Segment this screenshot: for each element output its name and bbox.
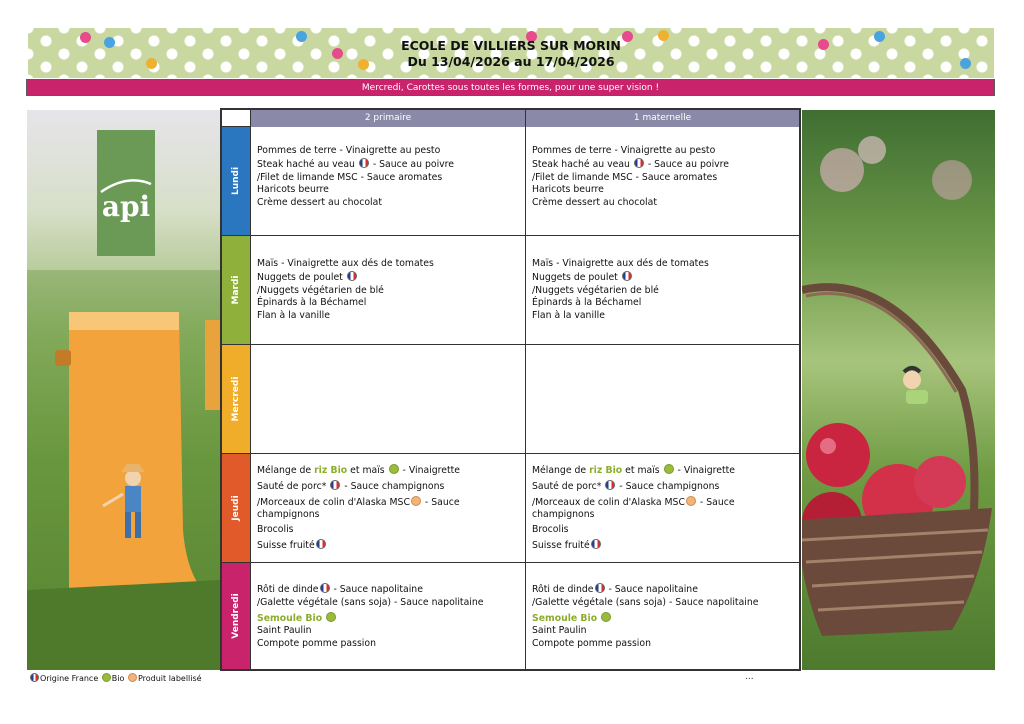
menu-line: Compote pomme passion [532,638,651,650]
france-flag-icon [347,271,357,281]
menu-cell-mercredi-maternelle [526,345,799,454]
menu-line [257,480,525,494]
menu-line: Saint Paulin [257,625,312,637]
legend [29,673,202,685]
menu-line-text: Suisse fruité [257,539,315,551]
legend-origine: Origine France [40,674,99,683]
header-title [28,38,994,70]
menu-line: /Filet de limande MSC - Sauce aromates [532,171,718,183]
day-text-lundi: Lundi [231,166,241,196]
menu-line-text: Sauté de porc* [257,480,330,492]
day-label-vendredi [222,563,251,669]
menu-line-text: - Sauce au poivre [644,158,729,170]
menu-line [532,583,799,597]
menu-line-text: Mélange de [532,465,590,476]
date-range: Du 13/04/2026 au 17/04/2026 [407,54,615,69]
bio-icon [102,673,111,682]
menu-line-text: - Vinaigrette [399,465,461,476]
menu-line: Flan à la vanille [532,310,605,322]
menu-cell-vendredi-maternelle [526,563,799,669]
menu-line: Flan à la vanille [257,310,330,322]
menu-line-text: - Sauce napolitaine [330,584,423,595]
bio-icon [601,612,611,622]
france-flag-icon [330,480,340,490]
menu-line [532,480,799,494]
column-header-primaire: 2 primaire [251,110,526,127]
day-text-jeudi: Jeudi [231,495,241,521]
label-icon [411,496,421,506]
menu-cell-jeudi-primaire [251,454,526,563]
menu-line-text: - Sauce [421,496,460,508]
menu-line: Épinards à la Béchamel [532,297,642,309]
menu-line [532,464,799,478]
legend-label: Produit labellisé [137,674,202,683]
menu-line: /Nuggets végétarien de blé [257,284,384,296]
label-icon [128,673,137,682]
day-text-vendredi: Vendredi [231,593,241,639]
menu-line [532,158,799,172]
menu-line-text: - Sauce [696,496,735,508]
menu-line [257,612,525,626]
menu-line: Haricots beurre [257,184,329,196]
menu-table [220,108,801,671]
basket-illustration [802,110,995,670]
day-label-lundi [222,127,251,236]
menu-line: Épinards à la Béchamel [257,297,367,309]
label-icon [686,496,696,506]
menu-line: Pommes de terre - Vinaigrette au pesto [257,145,441,156]
menu-line-text: Rôti de dinde [257,584,319,595]
menu-line: Crème dessert au chocolat [532,197,657,209]
france-flag-icon [622,271,632,281]
menu-line [257,583,525,597]
menu-line-text: - Sauce champignons [616,480,720,492]
menu-cell-mardi-maternelle [526,236,799,345]
france-flag-icon [359,158,369,168]
day-label-jeudi [222,454,251,563]
france-flag-icon [316,539,326,549]
menu-line-text: /Morceaux de colin d'Alaska MSC [257,496,410,508]
menu-line-text: - Vinaigrette [674,465,736,476]
menu-cell-jeudi-maternelle [526,454,799,563]
menu-line [257,496,525,510]
menu-line-text: Steak haché au veau [257,158,358,170]
menu-line [257,539,525,553]
bio-icon [664,464,674,474]
menu-line-text: Sauté de porc* [532,480,605,492]
theme-bar: Mercredi, Carottes sous toutes les formes, pour une super vision ! [26,79,995,96]
france-flag-icon [320,583,330,593]
menu-line: Haricots beurre [532,184,604,196]
menu-line-text: Suisse fruité [532,539,590,551]
menu-line [532,271,799,285]
day-text-mercredi: Mercredi [231,376,241,422]
column-header-maternelle: 1 maternelle [526,110,799,127]
menu-cell-lundi-primaire [251,127,526,236]
day-text-mardi: Mardi [231,275,241,305]
menu-line: /Galette végétale (sans soja) - Sauce napolitaine [532,596,759,608]
france-flag-icon [30,673,39,682]
menu-line: Saint Paulin [532,625,587,637]
menu-line [532,612,799,626]
menu-line-text: Mélange de [257,465,315,476]
menu-line [257,271,525,285]
menu-line-text: Steak haché au veau [532,158,633,170]
header-banner [28,28,994,78]
menu-line: Pommes de terre - Vinaigrette au pesto [532,145,716,156]
menu-line: /Nuggets végétarien de blé [532,284,659,296]
menu-cell-mardi-primaire [251,236,526,345]
api-logo-text: api [101,190,151,223]
menu-line [257,158,525,172]
bio-icon [389,464,399,474]
menu-line-text: Rôti de dinde [532,584,594,595]
menu-line: Maïs - Vinaigrette aux dés de tomates [532,258,709,269]
france-flag-icon [634,158,644,168]
menu-line-text: et maïs [347,465,388,476]
menu-line: /Filet de limande MSC - Sauce aromates [257,171,443,183]
school-name: ECOLE DE VILLIERS SUR MORIN [401,38,621,53]
legend-bio: Bio [111,674,125,683]
menu-line [532,496,799,510]
photo-boot [27,110,220,670]
day-label-mercredi [222,345,251,454]
bio-product: riz Bio [589,465,623,476]
menu-line: /Galette végétale (sans soja) - Sauce napolitaine [257,596,484,608]
menu-line: champignons [257,509,320,521]
menu-line: Crème dessert au chocolat [257,197,382,209]
menu-cell-mercredi-primaire [251,345,526,454]
menu-line-text: - Sauce au poivre [369,158,454,170]
france-flag-icon [591,539,601,549]
page-ellipsis: ... [745,672,754,682]
menu-line-text: et maïs [622,465,663,476]
menu-line: Brocolis [257,524,294,536]
boot-illustration [27,110,220,670]
bio-icon [326,612,336,622]
menu-line: Compote pomme passion [257,638,376,650]
menu-line [257,464,525,478]
photo-apple-basket [802,110,995,670]
bio-product: Semoule Bio [532,612,598,624]
menu-line-text: - Sauce napolitaine [605,584,698,595]
menu-line-text: Nuggets de poulet [257,271,346,283]
bio-product: Semoule Bio [257,612,323,624]
menu-line: Brocolis [532,524,569,536]
france-flag-icon [605,480,615,490]
menu-cell-lundi-maternelle [526,127,799,236]
table-corner [222,110,251,127]
day-label-mardi [222,236,251,345]
bio-product: riz Bio [314,465,348,476]
menu-line-text: /Morceaux de colin d'Alaska MSC [532,496,685,508]
menu-line: Maïs - Vinaigrette aux dés de tomates [257,258,434,269]
menu-line-text: - Sauce champignons [341,480,445,492]
menu-cell-vendredi-primaire [251,563,526,669]
france-flag-icon [595,583,605,593]
menu-line [532,539,799,553]
menu-line: champignons [532,509,595,521]
menu-line-text: Nuggets de poulet [532,271,621,283]
